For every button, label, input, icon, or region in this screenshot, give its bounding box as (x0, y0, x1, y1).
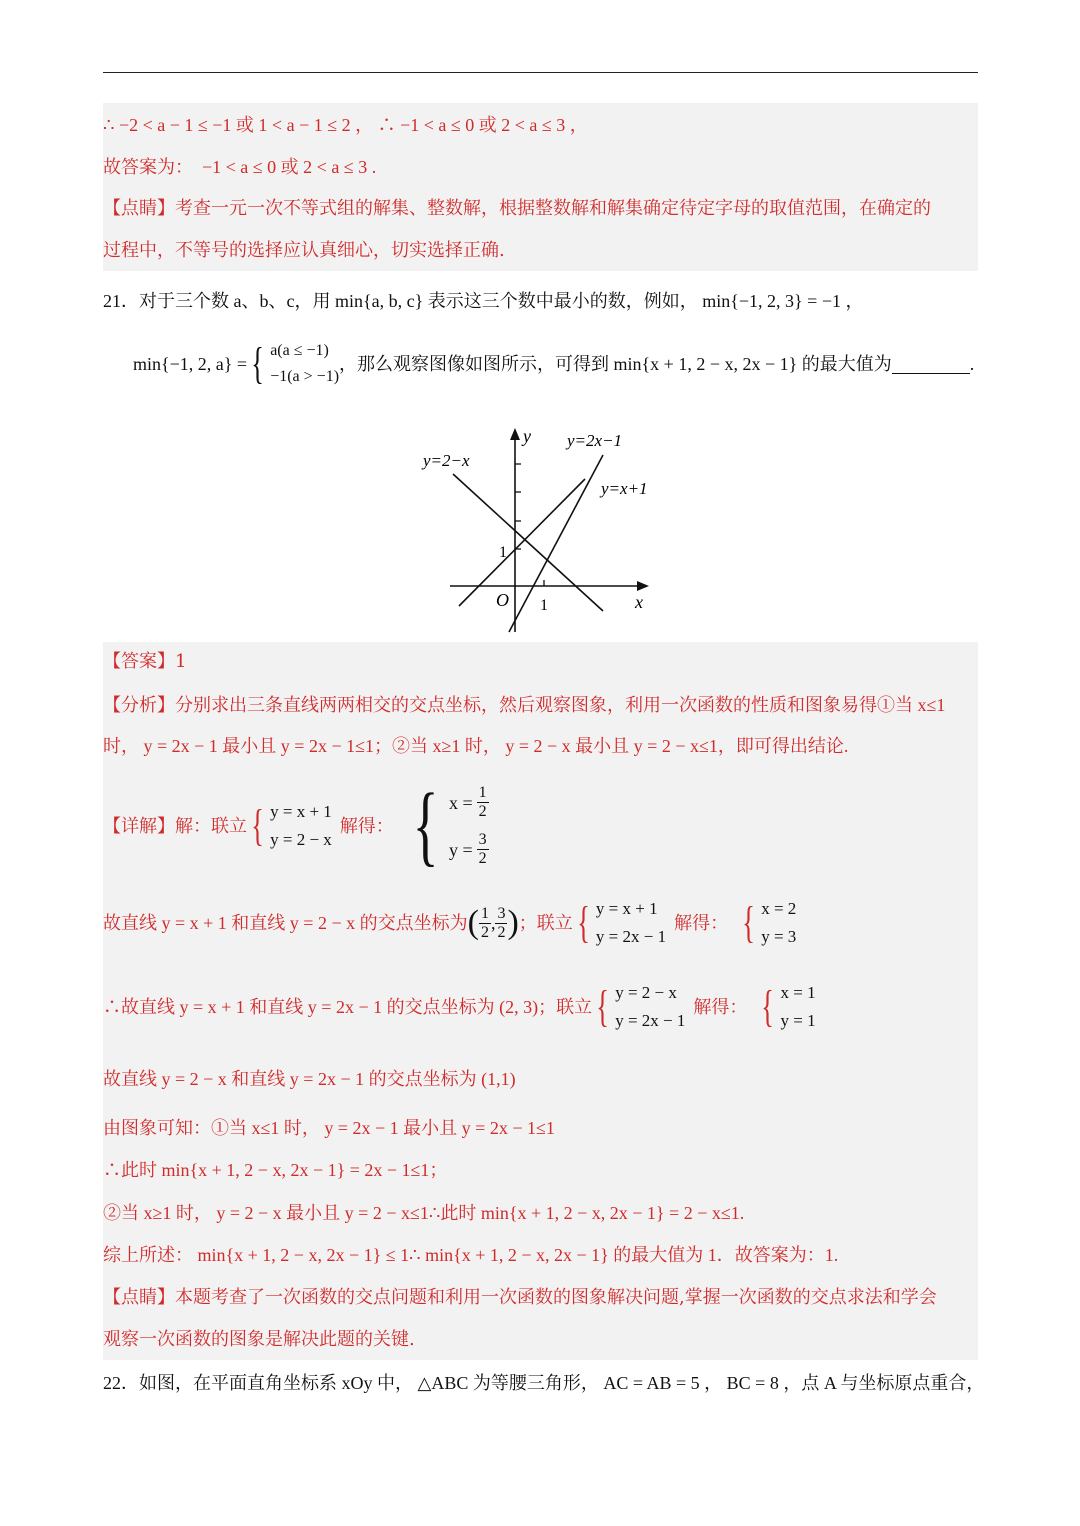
comment-text-1: 本题考查了一次函数的交点问题和利用一次函数的图象解决问题,掌握一次函数的交点求法和学会 (175, 1287, 937, 1308)
label-origin: O (496, 590, 509, 610)
detail-p2-b: ；联立 (518, 913, 573, 933)
prev-answer-line: 故答案为： −1 < a ≤ 0 或 2 < a ≤ 3 . (103, 157, 377, 177)
detail-line-5: 由图象可知：①当 x≤1 时， y = 2x − 1 最小且 y = 2x − 1≤1 (103, 1118, 555, 1138)
solution-2 (738, 895, 796, 951)
solution-1 (404, 776, 489, 875)
x-axis-arrow-icon (637, 581, 649, 591)
point-1-y-den: 2 (497, 923, 506, 941)
q21-min-def: min{−1, 2, a} = (133, 354, 248, 374)
answer-value: 1 (175, 651, 187, 672)
brace-icon: { (742, 898, 755, 947)
point-1-x-den: 2 (480, 923, 489, 941)
detail-lead: 解：联立 (175, 816, 247, 836)
comment-tag: 【点睛】 (103, 1287, 175, 1308)
solution-2-y: y = 3 (761, 927, 797, 946)
brace-icon: { (251, 339, 264, 388)
system-1 (247, 798, 332, 854)
solution-3 (757, 979, 815, 1035)
brace-icon: { (251, 801, 264, 850)
system-1-eq-2: y = 2 − x (270, 830, 332, 849)
solution-1-x-lhs: x = (449, 792, 473, 813)
detail-line-4: 故直线 y = 2 − x 和直线 y = 2x − 1 的交点坐标为 (1,1) (103, 1069, 516, 1089)
analysis-line-1 (103, 692, 945, 718)
brace-icon: { (596, 982, 609, 1031)
solution-1-x-den: 2 (478, 803, 487, 820)
detail-p3: ∴故直线 y = x + 1 和直线 y = 2x − 1 的交点坐标为 (2, 3)；联立 (103, 997, 593, 1017)
function-graph (415, 420, 675, 640)
q21-line-2 (133, 338, 974, 390)
solution-2-x: x = 2 (761, 899, 797, 918)
detail-tag: 【详解】 (103, 816, 175, 836)
point-1-x-num: 1 (480, 904, 489, 922)
brace-icon: { (412, 776, 439, 875)
system-2-eq-1: y = x + 1 (595, 899, 658, 918)
prev-comment-line-2: 过程中，不等号的选择应认真细心，切实选择正确. (103, 240, 505, 261)
detail-line-1 (103, 776, 489, 876)
prev-comment-text-1: 考查一元一次不等式组的解集、整数解，根据整数解和解集确定待定字母的取值范围，在确定的 (175, 198, 931, 219)
point-1-y-num: 3 (497, 904, 506, 922)
q21-line-1: 21．对于三个数 a、b、c，用 min{a, b, c} 表示这三个数中最小的数，例如， min{−1, 2, 3} = −1 ， (103, 291, 864, 311)
label-x: x (635, 592, 643, 612)
solution-1-y-den: 2 (478, 850, 487, 867)
q21-case-system (247, 338, 339, 390)
line-y-2x-minus-1 (509, 455, 603, 632)
label-line-2-minus-x: y=2−x (423, 451, 470, 470)
detail-get-2: 解得： (674, 913, 729, 933)
system-3-eq-1: y = 2 − x (615, 983, 677, 1002)
detail-get-3: 解得： (693, 997, 748, 1017)
prev-comment-tag: 【点睛】 (103, 198, 175, 219)
detail-line-7: ②当 x≥1 时， y = 2 − x 最小且 y = 2 − x≤1∴此时 min{x + 1, 2 − x, 2x − 1} = 2 − x≤1. (103, 1203, 745, 1223)
solution-1-x-num: 1 (478, 784, 487, 801)
label-line-2x-minus-1: y=2x−1 (567, 431, 623, 450)
detail-get-1: 解得： (339, 816, 394, 836)
prev-comment-line-1 (103, 196, 931, 222)
detail-line-3 (103, 980, 816, 1034)
solution-3-x: x = 1 (780, 983, 816, 1002)
solution-1-y-num: 3 (478, 831, 487, 848)
y-axis-arrow-icon (510, 428, 520, 440)
label-line-x-plus-1: y=x+1 (601, 479, 648, 498)
system-3-eq-2: y = 2x − 1 (615, 1011, 686, 1030)
analysis-text-1: 分别求出三条直线两两相交的交点坐标，然后观察图象，利用一次函数的性质和图象易得①当 x≤1 (175, 695, 946, 715)
detail-p2-a: 故直线 y = x + 1 和直线 y = 2 − x 的交点坐标为 (103, 913, 468, 933)
answer-line (103, 649, 186, 675)
analysis-tag: 【分析】 (103, 695, 175, 715)
brace-icon: { (576, 898, 590, 947)
system-3 (592, 979, 685, 1035)
analysis-line-2: 时， y = 2x − 1 最小且 y = 2x − 1≤1；②当 x≥1 时， y = 2 − x 最小且 y = 2 − x≤1，即可得出结论. (103, 736, 849, 756)
system-2-eq-2: y = 2x − 1 (595, 927, 667, 946)
q21-case-1: a(a ≤ −1) (270, 342, 329, 359)
q21-end: . (969, 354, 975, 374)
answer-blank (892, 355, 970, 374)
detail-line-2: 故直线 y = x + 1 和直线 y = 2 − x 的交点坐标为 ( $\frac{1}{2}$ , $\frac{3}{2}$ ) ；联立 { y = x + 1 y = 2x − 1 解得： { x = 2 y = 3 (103, 896, 796, 950)
header-rule (103, 72, 978, 73)
solution-3-y: y = 1 (780, 1011, 816, 1030)
comment-line-1 (103, 1285, 937, 1311)
q22-line-1: 22．如图，在平面直角坐标系 xOy 中， △ABC 为等腰三角形， AC = AB = 5 ， BC = 8 ，点 A 与坐标原点重合， (103, 1373, 985, 1393)
q21-case-2: −1(a > −1) (270, 368, 340, 385)
q21-question-text: ，那么观察图像如图所示，可得到 min{x + 1, 2 − x, 2x − 1} 的最大值为 (339, 354, 892, 374)
label-x-one: 1 (540, 597, 548, 614)
system-2 (573, 895, 666, 951)
prev-solution-line-1: ∴ −2 < a − 1 ≤ −1 或 1 < a − 1 ≤ 2 ， ∴ −1 < a ≤ 0 或 2 < a ≤ 3 ， (103, 115, 588, 135)
brace-icon: { (761, 982, 775, 1031)
line-y-x-plus-1 (459, 479, 585, 606)
label-y: y (523, 426, 531, 446)
comment-line-2: 观察一次函数的图象是解决此题的关键. (103, 1329, 415, 1350)
label-y-one: 1 (499, 544, 507, 561)
solution-1-y-lhs: y = (449, 839, 473, 860)
detail-line-8: 综上所述： min{x + 1, 2 − x, 2x − 1} ≤ 1∴ min{x + 1, 2 − x, 2x − 1} 的最大值为 1．故答案为：1. (103, 1245, 839, 1265)
system-1-eq-1: y = x + 1 (270, 802, 332, 821)
detail-line-6: ∴此时 min{x + 1, 2 − x, 2x − 1} = 2x − 1≤1； (103, 1160, 448, 1180)
answer-tag: 【答案】 (103, 651, 175, 672)
